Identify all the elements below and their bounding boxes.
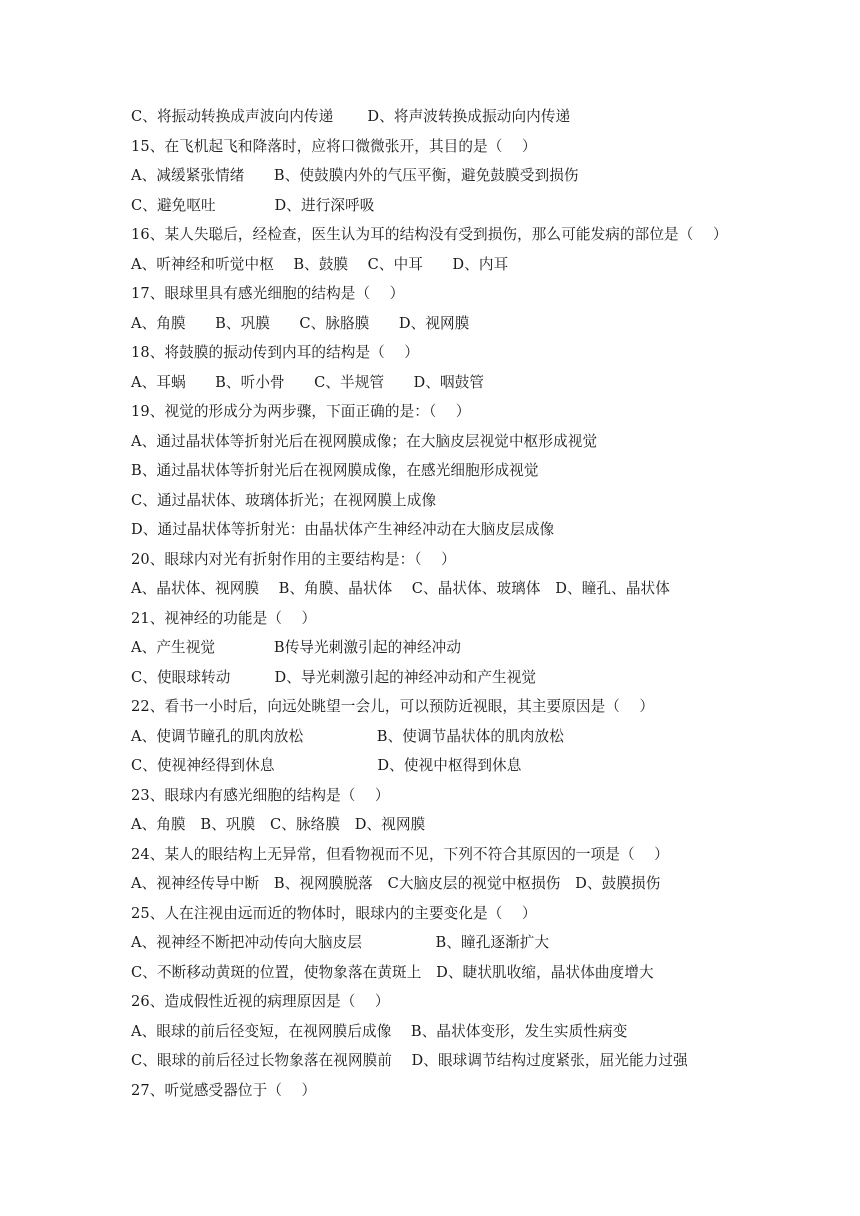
option-line-26-ab: A、眼球的前后径变短，在视网膜后成像 B、晶状体变形，发生实质性病变	[131, 1022, 628, 1040]
question-20: 20、眼球内对光有折射作用的主要结构是：（ ）	[131, 550, 456, 568]
option-19-d: D、通过晶状体等折射光：由晶状体产生神经冲动在大脑皮层成像	[131, 521, 555, 538]
option-line-23: A、角膜 B、巩膜 C、脉络膜 D、视网膜	[131, 816, 426, 833]
option-line-21-ab: A、产生视觉 B传导光刺激引起的神经冲动	[131, 639, 462, 656]
option-line-15-ab: A、减缓紧张情绪 B、使鼓膜内外的气压平衡，避免鼓膜受到损伤	[131, 167, 579, 184]
option-line-24: A、视神经传导中断 B、视网膜脱落 C大脑皮层的视觉中枢损伤 D、鼓膜损伤	[131, 875, 661, 892]
question-16: 16、某人失聪后，经检查，医生认为耳的结构没有受到损伤，那么可能发病的部位是（ ）	[131, 226, 728, 243]
question-21: 21、视神经的功能是（ ）	[131, 609, 317, 627]
question-list	[131, 102, 831, 1105]
option-line-22-cd: C、使视神经得到休息 D、使视中枢得到休息	[131, 757, 522, 774]
option-19-b: B、通过晶状体等折射光后在视网膜成像，在感光细胞形成视觉	[131, 462, 539, 479]
option-line-16: A、听神经和听觉中枢 B、鼓膜 C、中耳 D、内耳	[131, 255, 509, 273]
option-line-25-cd: C、不断移动黄斑的位置，使物象落在黄斑上 D、睫状肌收缩，晶状体曲度增大	[131, 963, 654, 981]
option-line-17: A、角膜 B、巩膜 C、脉胳膜 D、视网膜	[131, 314, 470, 332]
question-23: 23、眼球内有感光细胞的结构是（ ）	[131, 786, 390, 804]
question-25: 25、人在注视由远而近的物体时，眼球内的主要变化是（ ）	[131, 904, 537, 922]
question-18: 18、将鼓膜的振动传到内耳的结构是（ ）	[131, 344, 419, 361]
option-19-c: C、通过晶状体、玻璃体折光；在视网膜上成像	[131, 491, 437, 509]
option-line-25-ab: A、视神经不断把冲动传向大脑皮层 B、瞳孔逐渐扩大	[131, 934, 550, 951]
question-19: 19、视觉的形成分为两步骤，下面正确的是：（ ）	[131, 403, 471, 420]
option-line-22-ab: A、使调节瞳孔的肌肉放松 B、使调节晶状体的肌肉放松	[131, 727, 564, 745]
question-22: 22、看书一小时后，向远处眺望一会儿，可以预防近视眼，其主要原因是（ ）	[131, 698, 655, 715]
option-line-14-cd: C、将振动转换成声波向内传递 D、将声波转换成振动向内传递	[131, 108, 571, 125]
option-line-18: A、耳蜗 B、听小骨 C、半规管 D、咽鼓管	[131, 373, 485, 391]
option-line-26-cd: C、眼球的前后径过长物象落在视网膜前 D、眼球调节结构过度紧张，屈光能力过强	[131, 1052, 688, 1069]
option-line-20: A、晶状体、视网膜 B、角膜、晶状体 C、晶状体、玻璃体 D、瞳孔、晶状体	[131, 580, 670, 597]
option-line-15-cd: C、避免呕吐 D、进行深呼吸	[131, 196, 375, 214]
question-24: 24、某人的眼结构上无异常，但看物视而不见，下列不符合其原因的一项是（ ）	[131, 845, 669, 863]
question-27: 27、听觉感受器位于（ ）	[131, 1081, 317, 1099]
option-line-21-cd: C、使眼球转动 D、导光刺激引起的神经冲动和产生视觉	[131, 668, 537, 686]
question-15: 15、在飞机起飞和降落时，应将口微微张开，其目的是（ ）	[131, 137, 537, 155]
option-19-a: A、通过晶状体等折射光后在视网膜成像；在大脑皮层视觉中枢形成视觉	[131, 432, 598, 450]
question-26: 26、造成假性近视的病理原因是（ ）	[131, 993, 390, 1010]
question-17: 17、眼球里具有感光细胞的结构是（ ）	[131, 285, 405, 302]
